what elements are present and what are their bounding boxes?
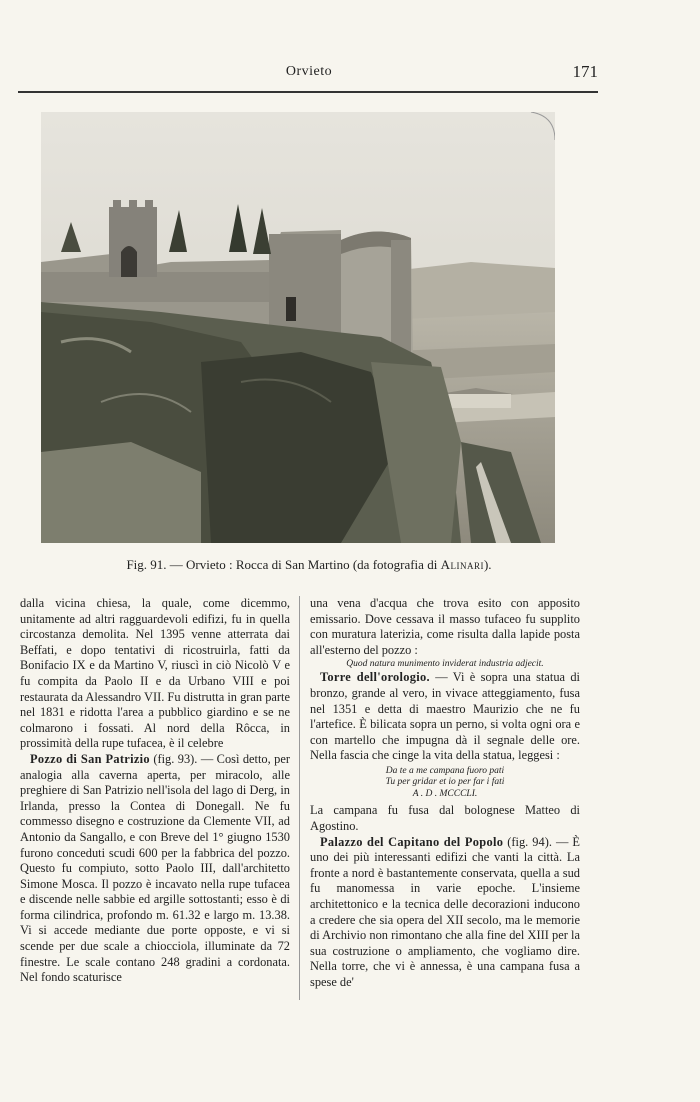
paragraph-palazzo — [310, 835, 580, 991]
paragraph-vena: una vena d'acqua che trova esito con apposito emissario. Dove cessava il masso tufaceo fu supplito con muratura laterizia, come risulta dalla lapide posta all'esterno del pozzo : — [310, 596, 580, 657]
heading-torre: Torre dell'orologio. — [320, 670, 430, 685]
page-number: 171 — [572, 62, 598, 81]
verse-line-3: A . D . MCCCLI. — [412, 788, 478, 799]
body-torre: — Vi è sopra una statua di bronzo, grande al vero, in vivace atteggiamento, fusa nel 1351 e detta di maestro Maurizio che ne fu l'artefice. È bilicata sopra un perno, si volta ogni ora e con martello che impugna dà il segnale delle ore. Nella fascia che cinge la vita della statua, leggesi : — [310, 670, 581, 763]
photo-rocca-san-martino — [41, 112, 555, 543]
bell-inscription — [310, 766, 580, 801]
heading-palazzo: Palazzo del Capitano del Popolo — [320, 834, 504, 849]
photo-illustration — [41, 112, 555, 543]
caption-text: Fig. 91. — Orvieto : Rocca di San Martino (da fotografia di — [126, 557, 441, 572]
verse-line-1: Da te a me campana fuoro pati — [385, 765, 505, 776]
paragraph-campana: La campana fu fusa dal bolognese Matteo di Agostino. — [310, 803, 580, 834]
caption-credit: Alinari — [440, 557, 484, 572]
latin-inscription: Quod natura munimento inviderat industria adjecit. — [346, 659, 544, 670]
paragraph-pozzo — [20, 752, 290, 986]
column-divider — [299, 596, 300, 1000]
paragraph-rocca: dalla vicina chiesa, la quale, come dicemmo, unitamente ad altri ragguardevoli edifizi, fu in quella circostanza demolita. Nel 1395 venne atterrata dai Beffati, e dopo tentativi di ricostruirla, fatti da Bonifacio IX e da Martino V, riuscì in ciò Nicolò V e fu compita da Paolo II e da Urbano VIII e poi restaurata da Alessandro VII. Fu distrutta in gran parte nel 1831 e ridotta l'area a pubblico giardino e se ne colmarono i fossati. Al nord della Rôcca, in prossimità della rupe tufacea, è il celebre — [20, 596, 290, 751]
paragraph-torre — [310, 670, 580, 764]
text-column-right — [310, 596, 580, 991]
body-palazzo: (fig. 94). — È uno dei più interessanti edifizi che vanti la città. La fronte a nord è bastantemente conservata, quella a sud fu manomessa in varie epoche. L'insieme architettonico e la tecnica delle decorazioni inducono a credere che sia opera del XII secolo, ma le memorie di Archivio non rimontano che alla fine del XIII per la sua costruzione o ampliamento, che vogliamo dire. Nella torre, che vi è annessa, è una campana fusa a spese de' — [310, 834, 580, 989]
heading-pozzo: Pozzo di San Patrizio — [30, 751, 150, 766]
text-column-left — [20, 596, 290, 986]
verse-line-2: Tu per gridar et io per far i fati — [385, 777, 505, 788]
page-header — [20, 60, 598, 88]
body-pozzo: (fig. 93). — Così detto, per analogia alla caverna aperta, per miracolo, alle preghiere di San Patrizio nell'isola del lago di Derg, in Irlanda, presso la Contea di Donegall. Ne fu commesso disegno e costruzione da Clemente VII, ad Antonio da Sangallo, e con Breve del 1° giugno 1530 furono conceduti scudi 600 per la fabbrica del pozzo. Questo fu compiuto, sotto Paolo III, dall'architetto Simone Mosca. Il pozzo è incavato nella rupe tufacea e discende nelle sabbie ed argille sottostanti; esso è di forma cilindrica, profondo m. 61.32 e largo m. 13.38. Vi si accede mediante due porte opposte, e vi si scende per due scale a chiocciola, illuminate da 72 finestre. Le scale contano 248 gradini a cordonata. Nel fondo scaturisce — [20, 751, 290, 985]
header-rule — [18, 91, 598, 93]
caption-end: ). — [483, 557, 492, 572]
running-title: Orvieto — [285, 64, 333, 79]
figure-caption — [20, 557, 598, 573]
